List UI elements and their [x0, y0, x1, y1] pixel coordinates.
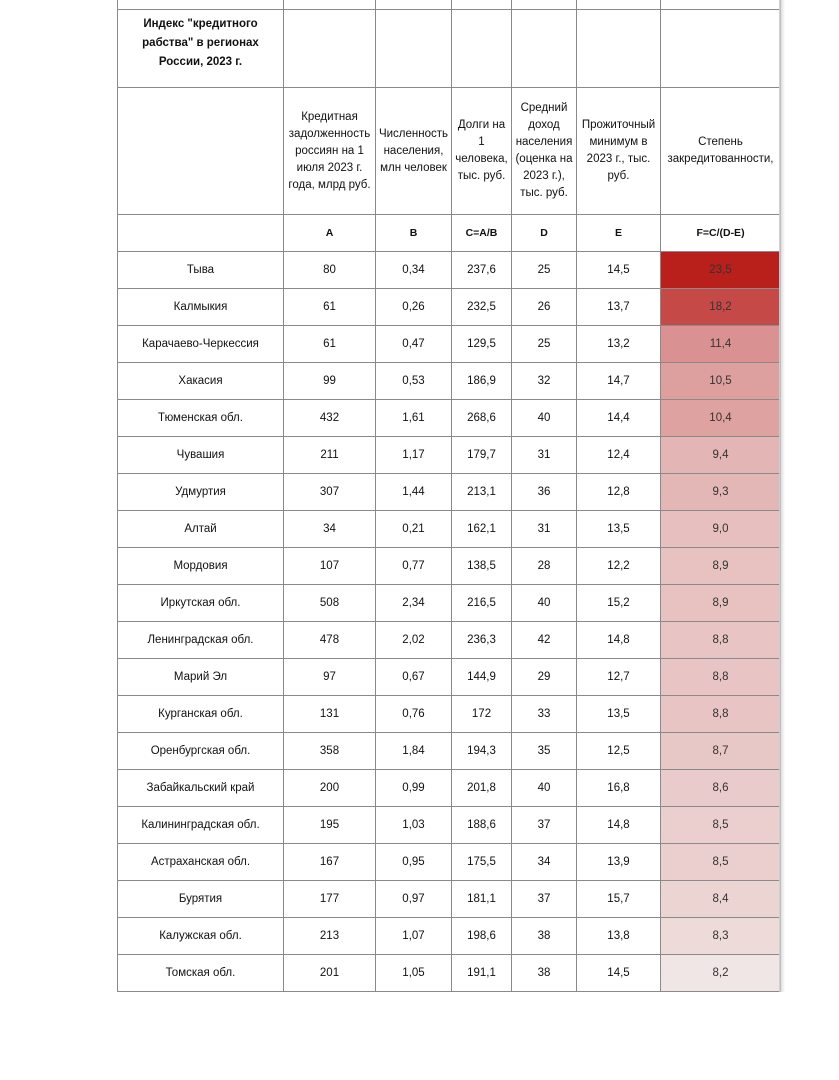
debt-per-person-cell: 194,3: [452, 733, 512, 770]
subsistence-cell: 12,4: [577, 437, 661, 474]
subsistence-cell: 15,7: [577, 881, 661, 918]
region-cell: Хакасия: [118, 363, 284, 400]
income-cell: 42: [512, 622, 577, 659]
debt-per-person-cell: 144,9: [452, 659, 512, 696]
population-cell: 0,77: [376, 548, 452, 585]
region-cell: Калининградская обл.: [118, 807, 284, 844]
region-cell: Мордовия: [118, 548, 284, 585]
debt-load-cell: 8,5: [661, 844, 781, 881]
subsistence-cell: 12,5: [577, 733, 661, 770]
population-cell: 0,47: [376, 326, 452, 363]
debt-cell: 213: [284, 918, 376, 955]
debt-cell: 80: [284, 252, 376, 289]
debt-load-cell: 8,2: [661, 955, 781, 992]
debt-per-person-cell: 201,8: [452, 770, 512, 807]
formula-c: C=A/B: [452, 215, 512, 252]
income-cell: 31: [512, 511, 577, 548]
population-cell: 0,34: [376, 252, 452, 289]
debt-per-person-cell: 232,5: [452, 289, 512, 326]
region-cell: Тыва: [118, 252, 284, 289]
income-cell: 26: [512, 289, 577, 326]
title-row: [118, 10, 781, 88]
table-row: [118, 844, 781, 881]
column-header-e: Прожиточный минимум в 2023 г., тыс. руб.: [577, 88, 661, 215]
page-edge-shadow: [779, 0, 785, 992]
table-row: [118, 955, 781, 992]
region-cell: Карачаево-Черкессия: [118, 326, 284, 363]
column-header-b: Численность населения, млн человек: [376, 88, 452, 215]
debt-per-person-cell: 181,1: [452, 881, 512, 918]
debt-cell: 358: [284, 733, 376, 770]
region-cell: Иркутская обл.: [118, 585, 284, 622]
income-cell: 29: [512, 659, 577, 696]
debt-cell: 61: [284, 326, 376, 363]
population-cell: 2,02: [376, 622, 452, 659]
table-row: [118, 511, 781, 548]
region-cell: Марий Эл: [118, 659, 284, 696]
region-cell: Калмыкия: [118, 289, 284, 326]
income-cell: 35: [512, 733, 577, 770]
debt-load-cell: 8,3: [661, 918, 781, 955]
formula-d: D: [512, 215, 577, 252]
population-cell: 1,05: [376, 955, 452, 992]
table-row: [118, 363, 781, 400]
debt-per-person-cell: 129,5: [452, 326, 512, 363]
income-cell: 36: [512, 474, 577, 511]
debt-per-person-cell: 268,6: [452, 400, 512, 437]
debt-load-cell: 8,9: [661, 548, 781, 585]
region-cell: Удмуртия: [118, 474, 284, 511]
table-row: [118, 733, 781, 770]
region-cell: Калужская обл.: [118, 918, 284, 955]
table-row: [118, 807, 781, 844]
debt-load-cell: 8,9: [661, 585, 781, 622]
income-cell: 25: [512, 252, 577, 289]
income-cell: 33: [512, 696, 577, 733]
debt-load-cell: 8,8: [661, 622, 781, 659]
debt-load-cell: 9,3: [661, 474, 781, 511]
debt-cell: 97: [284, 659, 376, 696]
debt-index-table: [117, 0, 781, 992]
population-cell: 0,53: [376, 363, 452, 400]
population-cell: 0,95: [376, 844, 452, 881]
debt-per-person-cell: 213,1: [452, 474, 512, 511]
column-header-c: Долги на 1 человека, тыс. руб.: [452, 88, 512, 215]
debt-cell: 99: [284, 363, 376, 400]
debt-per-person-cell: 237,6: [452, 252, 512, 289]
subsistence-cell: 14,5: [577, 252, 661, 289]
population-cell: 1,44: [376, 474, 452, 511]
debt-load-cell: 23,5: [661, 252, 781, 289]
debt-per-person-cell: 191,1: [452, 955, 512, 992]
debt-cell: 167: [284, 844, 376, 881]
debt-load-cell: 10,5: [661, 363, 781, 400]
table-row: [118, 918, 781, 955]
subsistence-cell: 13,9: [577, 844, 661, 881]
subsistence-cell: 13,5: [577, 696, 661, 733]
formula-f: F=C/(D-E): [661, 215, 781, 252]
income-cell: 38: [512, 955, 577, 992]
table-row: [118, 585, 781, 622]
debt-cell: 508: [284, 585, 376, 622]
debt-cell: 201: [284, 955, 376, 992]
debt-load-cell: 8,4: [661, 881, 781, 918]
debt-cell: 61: [284, 289, 376, 326]
header-blank-cell: [118, 88, 284, 215]
table-row: [118, 326, 781, 363]
debt-load-cell: 8,8: [661, 696, 781, 733]
debt-per-person-cell: 179,7: [452, 437, 512, 474]
table-row: [118, 548, 781, 585]
subsistence-cell: 15,2: [577, 585, 661, 622]
region-cell: Томская обл.: [118, 955, 284, 992]
region-cell: Астраханская обл.: [118, 844, 284, 881]
table-row: [118, 474, 781, 511]
table-row: [118, 881, 781, 918]
debt-per-person-cell: 175,5: [452, 844, 512, 881]
region-cell: Ленинградская обл.: [118, 622, 284, 659]
formula-row: [118, 215, 781, 252]
income-cell: 25: [512, 326, 577, 363]
debt-load-cell: 8,8: [661, 659, 781, 696]
formula-e: E: [577, 215, 661, 252]
income-cell: 31: [512, 437, 577, 474]
subsistence-cell: 13,5: [577, 511, 661, 548]
debt-load-cell: 8,7: [661, 733, 781, 770]
debt-load-cell: 18,2: [661, 289, 781, 326]
table-row: [118, 252, 781, 289]
debt-load-cell: 8,5: [661, 807, 781, 844]
subsistence-cell: 13,7: [577, 289, 661, 326]
debt-per-person-cell: 188,6: [452, 807, 512, 844]
table-row: [118, 437, 781, 474]
formula-a: A: [284, 215, 376, 252]
subsistence-cell: 13,2: [577, 326, 661, 363]
debt-cell: 34: [284, 511, 376, 548]
population-cell: 1,17: [376, 437, 452, 474]
debt-cell: 195: [284, 807, 376, 844]
subsistence-cell: 14,8: [577, 807, 661, 844]
debt-load-cell: 8,6: [661, 770, 781, 807]
table-row: [118, 289, 781, 326]
income-cell: 38: [512, 918, 577, 955]
subsistence-cell: 13,8: [577, 918, 661, 955]
subsistence-cell: 14,8: [577, 622, 661, 659]
debt-per-person-cell: 138,5: [452, 548, 512, 585]
subsistence-cell: 12,8: [577, 474, 661, 511]
population-cell: 1,03: [376, 807, 452, 844]
debt-load-cell: 11,4: [661, 326, 781, 363]
income-cell: 37: [512, 807, 577, 844]
region-cell: Курганская обл.: [118, 696, 284, 733]
debt-per-person-cell: 162,1: [452, 511, 512, 548]
debt-load-cell: 10,4: [661, 400, 781, 437]
debt-cell: 478: [284, 622, 376, 659]
population-cell: 0,21: [376, 511, 452, 548]
formula-b: B: [376, 215, 452, 252]
region-cell: Алтай: [118, 511, 284, 548]
column-header-f: Степень закредитованности,: [661, 88, 781, 215]
income-cell: 32: [512, 363, 577, 400]
subsistence-cell: 16,8: [577, 770, 661, 807]
table-row: [118, 659, 781, 696]
population-cell: 0,26: [376, 289, 452, 326]
income-cell: 28: [512, 548, 577, 585]
table-row: [118, 770, 781, 807]
debt-per-person-cell: 172: [452, 696, 512, 733]
population-cell: 0,76: [376, 696, 452, 733]
debt-cell: 432: [284, 400, 376, 437]
debt-cell: 107: [284, 548, 376, 585]
table-row: [118, 400, 781, 437]
income-cell: 37: [512, 881, 577, 918]
debt-cell: 200: [284, 770, 376, 807]
region-cell: Оренбургская обл.: [118, 733, 284, 770]
debt-cell: 177: [284, 881, 376, 918]
debt-load-cell: 9,0: [661, 511, 781, 548]
subsistence-cell: 14,4: [577, 400, 661, 437]
income-cell: 40: [512, 770, 577, 807]
population-cell: 2,34: [376, 585, 452, 622]
population-cell: 1,07: [376, 918, 452, 955]
debt-per-person-cell: 198,6: [452, 918, 512, 955]
income-cell: 34: [512, 844, 577, 881]
subsistence-cell: 14,7: [577, 363, 661, 400]
population-cell: 1,61: [376, 400, 452, 437]
table-row: [118, 622, 781, 659]
subsistence-cell: 12,2: [577, 548, 661, 585]
debt-load-cell: 9,4: [661, 437, 781, 474]
population-cell: 0,67: [376, 659, 452, 696]
debt-per-person-cell: 216,5: [452, 585, 512, 622]
subsistence-cell: 12,7: [577, 659, 661, 696]
region-cell: Бурятия: [118, 881, 284, 918]
population-cell: 1,84: [376, 733, 452, 770]
population-cell: 0,99: [376, 770, 452, 807]
table-title: Индекс "кредитного рабства" в регионах России, 2023 г.: [118, 10, 284, 88]
region-cell: Тюменская обл.: [118, 400, 284, 437]
debt-per-person-cell: 186,9: [452, 363, 512, 400]
table-row: [118, 696, 781, 733]
income-cell: 40: [512, 400, 577, 437]
column-header-a: Кредитная задолженность россиян на 1 июля 2023 г. года, млрд руб.: [284, 88, 376, 215]
column-header-row: [118, 88, 781, 215]
debt-cell: 131: [284, 696, 376, 733]
formula-blank-cell: [118, 215, 284, 252]
top-strip-row: [118, 0, 781, 10]
debt-cell: 307: [284, 474, 376, 511]
debt-cell: 211: [284, 437, 376, 474]
debt-per-person-cell: 236,3: [452, 622, 512, 659]
region-cell: Чувашия: [118, 437, 284, 474]
region-cell: Забайкальский край: [118, 770, 284, 807]
population-cell: 0,97: [376, 881, 452, 918]
column-header-d: Средний доход населения (оценка на 2023 г.), тыс. руб.: [512, 88, 577, 215]
subsistence-cell: 14,5: [577, 955, 661, 992]
income-cell: 40: [512, 585, 577, 622]
